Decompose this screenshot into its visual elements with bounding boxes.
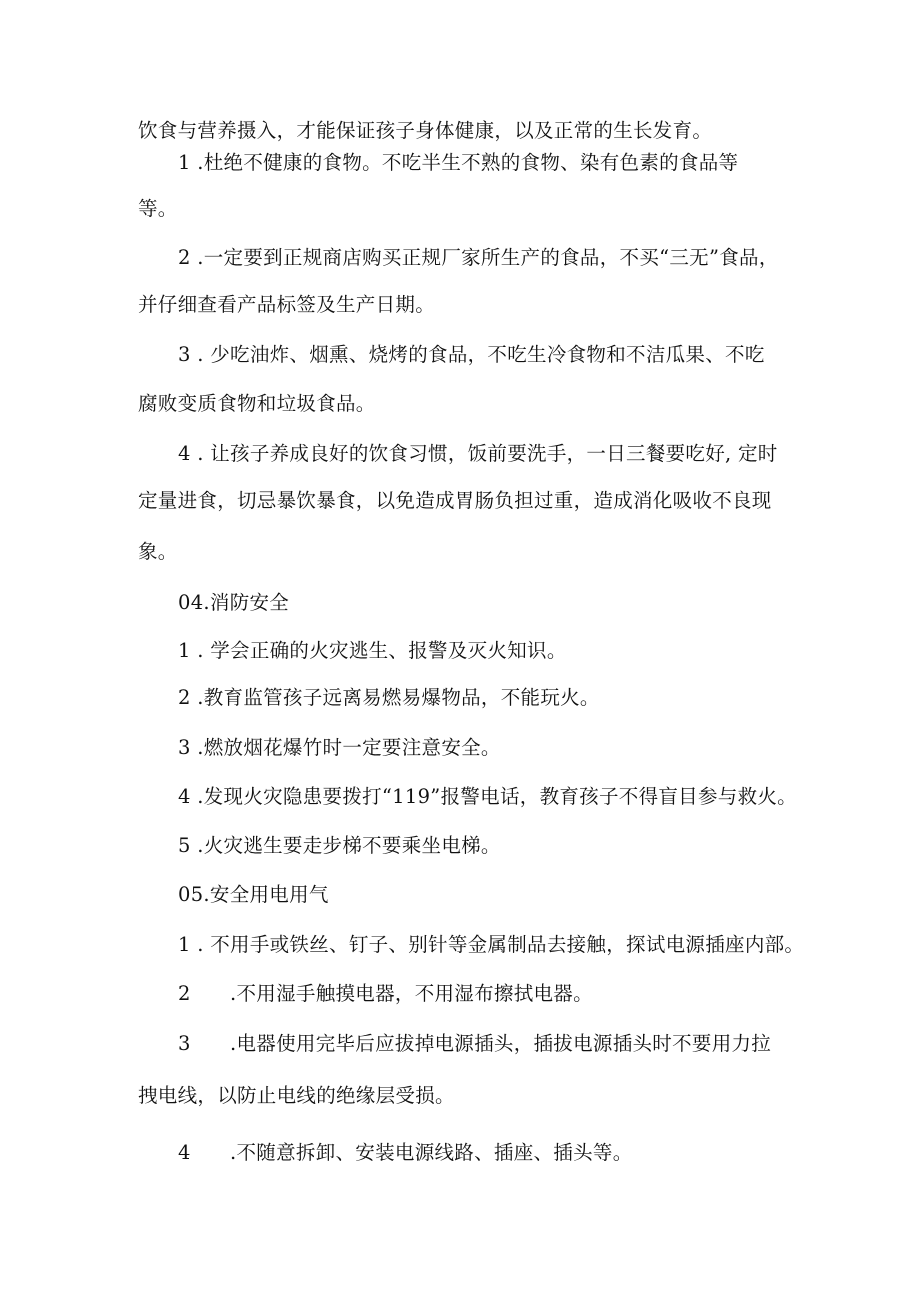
fire-item-1 bbox=[178, 639, 567, 663]
electric-item-3 bbox=[178, 1032, 771, 1056]
item-number: 4 bbox=[178, 785, 191, 808]
diet-item-2 bbox=[178, 246, 779, 270]
item-number: 4 bbox=[178, 442, 191, 465]
item-text: .杜绝不健康的食物。不吃半生不熟的食物、染有色素的食品等 bbox=[190, 151, 739, 174]
electric-item-4 bbox=[178, 1141, 633, 1165]
diet-item-1 bbox=[178, 151, 738, 175]
item-number: 1 bbox=[178, 151, 191, 174]
diet-item-3 bbox=[178, 343, 765, 367]
item-number: 3 bbox=[178, 343, 191, 366]
item-number: 1 bbox=[178, 639, 191, 662]
section-heading-fire: 04.消防安全 bbox=[178, 591, 290, 614]
item-text: . 少吃油炸、烟熏、烧烤的食品，不吃生冷食物和不洁瓜果、不吃 bbox=[190, 343, 765, 366]
item-number: 2 bbox=[178, 246, 191, 269]
electric-item-1 bbox=[178, 933, 804, 957]
item-number: 3 bbox=[178, 736, 191, 759]
paragraph-line: 饮食与营养摄入，才能保证孩子身体健康，以及正常的生长发育。 bbox=[138, 119, 713, 142]
fire-item-4 bbox=[178, 785, 797, 809]
item-number: 2 bbox=[178, 982, 191, 1005]
paragraph-line: 象。 bbox=[138, 540, 178, 563]
diet-item-4 bbox=[178, 442, 778, 466]
electric-item-2 bbox=[178, 982, 593, 1006]
fire-item-5 bbox=[178, 834, 501, 858]
paragraph-line: 并仔细查看产品标签及生产日期。 bbox=[138, 293, 436, 316]
item-text: .电器使用完毕后应拔掉电源插头，插拔电源插头时不要用力拉 bbox=[230, 1032, 772, 1055]
item-text: .一定要到正规商店购买正规厂家所生产的食品，不买“三无”食品， bbox=[190, 246, 779, 269]
item-text: .火灾逃生要走步梯不要乘坐电梯。 bbox=[190, 834, 501, 857]
item-number: 2 bbox=[178, 686, 191, 709]
item-text: . 让孩子养成良好的饮食习惯，饭前要洗手，一日三餐要吃好, 定时 bbox=[190, 442, 778, 465]
item-text: .不随意拆卸、安装电源线路、插座、插头等。 bbox=[230, 1141, 633, 1164]
item-number: 3 bbox=[178, 1032, 191, 1055]
paragraph-line: 等。 bbox=[138, 197, 178, 220]
section-heading-electric: 05.安全用电用气 bbox=[178, 883, 329, 906]
item-text: . 学会正确的火灾逃生、报警及灭火知识。 bbox=[190, 639, 567, 662]
item-number: 1 bbox=[178, 933, 191, 956]
item-text: .不用湿手触摸电器，不用湿布擦拭电器。 bbox=[230, 982, 593, 1005]
item-text: .教育监管孩子远离易燃易爆物品，不能玩火。 bbox=[190, 686, 600, 709]
item-text: .燃放烟花爆竹时一定要注意安全。 bbox=[190, 736, 501, 759]
fire-item-3 bbox=[178, 736, 501, 760]
item-text: .发现火灾隐患要拨打“119”报警电话，教育孩子不得盲目参与救火。 bbox=[190, 785, 797, 808]
paragraph-line: 定量进食，切忌暴饮暴食，以免造成胃肠负担过重，造成消化吸收不良现 bbox=[138, 489, 772, 512]
item-text: . 不用手或铁丝、钉子、别针等金属制品去接触，探试电源插座内部。 bbox=[190, 933, 805, 956]
paragraph-line: 拽电线，以防止电线的绝缘层受损。 bbox=[138, 1084, 455, 1107]
paragraph-line: 腐败变质食物和垃圾食品。 bbox=[138, 392, 376, 415]
item-number: 4 bbox=[178, 1141, 191, 1164]
item-number: 5 bbox=[178, 834, 191, 857]
fire-item-2 bbox=[178, 686, 600, 710]
